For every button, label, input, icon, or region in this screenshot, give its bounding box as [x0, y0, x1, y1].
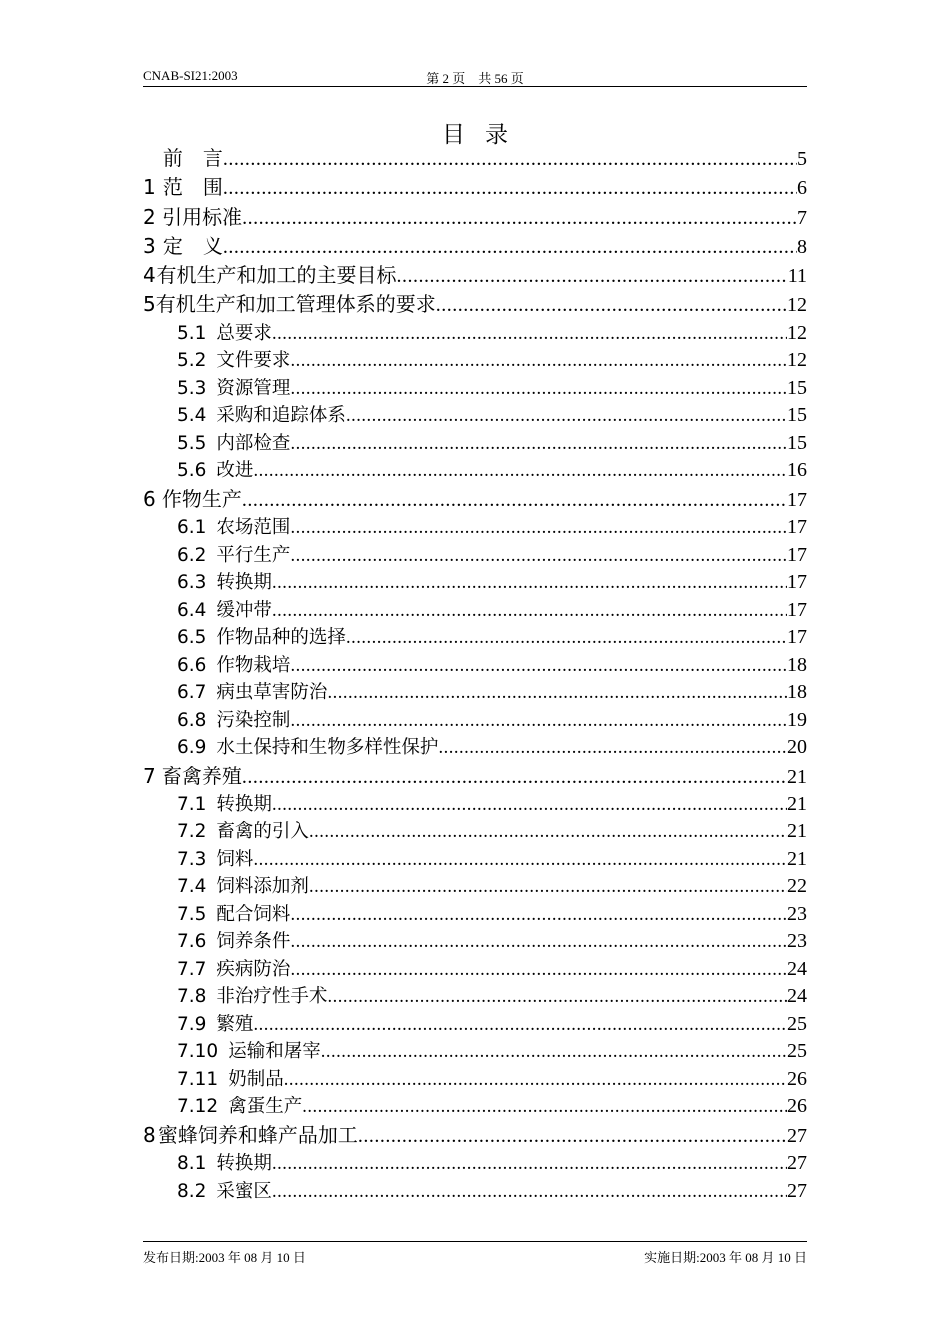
toc-entry[interactable] [143, 1066, 807, 1094]
toc-entry-title: 内部检查 [216, 432, 291, 454]
toc-entry[interactable] [143, 846, 807, 874]
toc-leader-dots [284, 1067, 787, 1094]
toc-leader-dots [327, 680, 787, 707]
toc-leader-dots [272, 1179, 787, 1206]
toc-entry-number: 6.4 [177, 599, 207, 621]
toc-leader-dots [438, 735, 787, 762]
toc-entry-page: 25 [787, 1040, 807, 1063]
toc-leader-dots [346, 403, 787, 430]
toc-entry-number: 7.1 [177, 793, 207, 815]
toc-entry-page: 12 [787, 321, 807, 344]
toc-leader-dots [290, 515, 787, 542]
toc-entry-title: 转换期 [216, 793, 272, 815]
toc-entry-page: 17 [787, 598, 807, 621]
toc-entry[interactable] [143, 514, 807, 542]
toc-entry-number: 6.8 [177, 709, 207, 731]
toc-entry[interactable] [143, 375, 807, 403]
toc-entry-number: 7.7 [177, 958, 207, 980]
toc-entry-number: 6.6 [177, 654, 207, 676]
toc-entry[interactable] [143, 1178, 807, 1206]
toc-entry-title: 农场范围 [216, 517, 291, 539]
toc-entry-title: 蜜蜂饲养和蜂产品加工 [157, 1122, 358, 1147]
toc-entry-page: 22 [787, 875, 807, 898]
toc-leader-dots [290, 957, 787, 984]
toc-leader-dots [272, 570, 787, 597]
toc-entry[interactable] [143, 485, 807, 514]
toc-entry-page: 8 [797, 235, 807, 258]
toc-entry[interactable] [143, 928, 807, 956]
toc-entry-page: 17 [787, 543, 807, 566]
toc-entry[interactable] [143, 734, 807, 762]
toc-entry-title: 畜禽养殖 [161, 763, 242, 788]
toc-entry-title: 转换期 [216, 1153, 272, 1175]
toc-entry-number: 8.1 [177, 1153, 207, 1175]
toc-leader-dots [309, 819, 787, 846]
toc-entry[interactable] [143, 542, 807, 570]
toc-entry-page: 25 [787, 1012, 807, 1035]
toc-entry-page: 23 [787, 902, 807, 925]
toc-entry-page: 18 [787, 653, 807, 676]
toc-leader-dots [397, 262, 788, 290]
toc-entry-page: 24 [787, 985, 807, 1008]
toc-entry-number: 7.11 [177, 1068, 219, 1090]
toc-entry[interactable] [143, 173, 807, 202]
toc-entry-title: 定 义 [162, 233, 223, 258]
toc-leader-dots [290, 543, 787, 570]
toc-entry-title: 采蜜区 [216, 1180, 272, 1202]
toc-entry[interactable] [143, 261, 807, 290]
toc-leader-dots [290, 708, 787, 735]
toc-entry-title: 前 言 [162, 146, 223, 170]
toc-entry-title: 污染控制 [216, 709, 291, 731]
toc-entry[interactable] [143, 679, 807, 707]
toc-leader-dots [223, 233, 797, 261]
toc-leader-dots [253, 847, 787, 874]
toc-entry[interactable] [143, 597, 807, 625]
toc-entry[interactable] [143, 873, 807, 901]
toc-leader-dots [272, 321, 787, 348]
toc-leader-dots [242, 486, 787, 514]
page-info: 第 2 页 共 56 页 [426, 71, 524, 86]
table-of-contents [143, 144, 807, 1205]
toc-entry-title: 水土保持和生物多样性保护 [216, 737, 439, 759]
toc-entry-number: 5.3 [177, 377, 207, 399]
toc-leader-dots [272, 792, 787, 819]
toc-entry-page: 16 [787, 459, 807, 482]
toc-entry-title: 总要求 [216, 322, 272, 344]
toc-entry-number: 7.12 [177, 1096, 219, 1118]
toc-entry-number: 6 [143, 486, 156, 511]
toc-entry[interactable] [143, 624, 807, 652]
toc-entry[interactable] [143, 818, 807, 846]
toc-entry-title: 转换期 [216, 572, 272, 594]
toc-entry[interactable] [143, 290, 807, 319]
toc-entry-number: 3 [143, 233, 156, 258]
toc-entry[interactable] [143, 1150, 807, 1178]
toc-leader-dots [309, 874, 787, 901]
toc-entry[interactable] [143, 569, 807, 597]
toc-entry-title: 饲料 [216, 848, 254, 870]
toc-entry-number: 8.2 [177, 1180, 207, 1202]
toc-entry-number: 7.9 [177, 1013, 207, 1035]
toc-entry-page: 11 [787, 265, 807, 288]
toc-entry-page: 21 [787, 820, 807, 843]
toc-entry[interactable] [143, 1093, 807, 1121]
toc-entry-number: 6.7 [177, 682, 207, 704]
toc-entry-page: 17 [787, 488, 807, 511]
toc-entry-number: 6.9 [177, 737, 207, 759]
toc-entry-number: 6.1 [177, 517, 207, 539]
toc-entry-page: 17 [787, 516, 807, 539]
page-footer [143, 1241, 807, 1265]
toc-entry[interactable] [143, 901, 807, 929]
toc-entry-number: 2 [143, 204, 156, 229]
toc-entry-title: 疾病防治 [216, 958, 291, 980]
toc-entry-page: 17 [787, 571, 807, 594]
toc-entry-title: 采购和追踪体系 [216, 405, 346, 427]
toc-entry[interactable] [143, 457, 807, 485]
toc-leader-dots [327, 984, 787, 1011]
toc-entry[interactable] [143, 347, 807, 375]
toc-leader-dots [253, 458, 787, 485]
toc-entry-number: 6.5 [177, 627, 207, 649]
toc-leader-dots [223, 174, 797, 202]
document-code: CNAB-SI21:2003 [143, 68, 238, 83]
toc-entry-title: 作物生产 [161, 486, 242, 511]
toc-entry-page: 27 [787, 1152, 807, 1175]
toc-leader-dots [346, 625, 787, 652]
toc-entry[interactable] [143, 430, 807, 458]
toc-entry-page: 20 [787, 736, 807, 759]
toc-entry-title: 引用标准 [162, 204, 243, 229]
toc-entry[interactable] [143, 1121, 807, 1150]
toc-leader-dots [290, 348, 787, 375]
toc-entry-page: 18 [787, 681, 807, 704]
toc-entry-page: 21 [787, 847, 807, 870]
toc-entry-page: 23 [787, 930, 807, 953]
toc-entry[interactable] [143, 707, 807, 735]
toc-entry-page: 15 [787, 376, 807, 399]
toc-entry-page: 27 [787, 1124, 807, 1147]
toc-entry-number: 5 [143, 292, 156, 317]
toc-entry-page: 12 [787, 349, 807, 372]
toc-entry-number: 6.3 [177, 572, 207, 594]
toc-entry[interactable] [143, 144, 807, 173]
toc-entry[interactable] [143, 232, 807, 261]
toc-entry-title: 饲料添加剂 [216, 876, 309, 898]
toc-entry-page: 15 [787, 404, 807, 427]
toc-entry[interactable] [143, 320, 807, 348]
toc-entry-number: 5.6 [177, 460, 207, 482]
toc-entry-number: 7 [143, 763, 156, 788]
toc-entry[interactable] [143, 983, 807, 1011]
toc-leader-dots [436, 291, 787, 319]
toc-entry-number: 5.5 [177, 432, 207, 454]
toc-entry-title: 平行生产 [216, 544, 291, 566]
toc-entry[interactable] [143, 203, 807, 232]
toc-entry-title: 有机生产和加工的主要目标 [156, 263, 397, 288]
toc-entry[interactable] [143, 956, 807, 984]
toc-entry-number: 7.2 [177, 821, 207, 843]
toc-entry-page: 21 [787, 792, 807, 815]
toc-entry-page: 24 [787, 957, 807, 980]
toc-entry-title: 作物品种的选择 [216, 627, 346, 649]
toc-entry-page: 26 [787, 1095, 807, 1118]
toc-leader-dots [290, 929, 787, 956]
toc-entry-page: 26 [787, 1067, 807, 1090]
toc-leader-dots [272, 1151, 787, 1178]
toc-leader-dots [290, 376, 787, 403]
toc-entry-number: 7.5 [177, 903, 207, 925]
toc-leader-dots [290, 902, 787, 929]
toc-leader-dots [272, 598, 787, 625]
toc-entry-title: 畜禽的引入 [216, 821, 309, 843]
toc-entry-title: 文件要求 [216, 350, 291, 372]
toc-entry[interactable] [143, 791, 807, 819]
toc-leader-dots [253, 1012, 787, 1039]
toc-leader-dots [321, 1039, 787, 1066]
toc-entry-page: 19 [787, 708, 807, 731]
toc-leader-dots [242, 763, 787, 791]
toc-entry-title: 运输和屠宰 [228, 1041, 321, 1063]
toc-entry[interactable] [143, 652, 807, 680]
toc-entry-number: 7.6 [177, 931, 207, 953]
toc-entry-number: 5.2 [177, 350, 207, 372]
toc-leader-dots [358, 1122, 787, 1150]
toc-leader-dots [302, 1094, 787, 1121]
toc-entry-title: 改进 [216, 460, 254, 482]
toc-entry-page: 27 [787, 1179, 807, 1202]
toc-entry-number: 7.10 [177, 1041, 219, 1063]
toc-entry-title: 范 围 [162, 175, 223, 200]
toc-leader-dots [290, 653, 787, 680]
toc-entry[interactable] [143, 762, 807, 791]
toc-entry-number: 7.8 [177, 986, 207, 1008]
toc-entry-page: 17 [787, 626, 807, 649]
publish-date: 发布日期:2003 年 08 月 10 日 [143, 1250, 306, 1265]
toc-entry[interactable] [143, 1011, 807, 1039]
toc-entry-page: 7 [797, 206, 807, 229]
toc-entry[interactable] [143, 1038, 807, 1066]
toc-entry-title: 非治疗性手术 [216, 986, 328, 1008]
toc-entry-number: 7.4 [177, 876, 207, 898]
effective-date: 实施日期:2003 年 08 月 10 日 [644, 1250, 807, 1265]
toc-entry-page: 12 [787, 294, 807, 317]
toc-entry-title: 病虫草害防治 [216, 682, 328, 704]
toc-entry-number: 4 [143, 263, 156, 288]
toc-entry-title: 奶制品 [228, 1068, 284, 1090]
toc-title: 目录 [442, 122, 528, 148]
toc-entry-title: 饲养条件 [216, 931, 291, 953]
toc-entry-title: 繁殖 [216, 1013, 254, 1035]
toc-entry-number: 5.1 [177, 322, 207, 344]
toc-entry-page: 6 [797, 177, 807, 200]
toc-entry-number: 8 [143, 1122, 156, 1147]
toc-entry-number: 7.3 [177, 848, 207, 870]
toc-leader-dots [223, 145, 797, 173]
toc-entry-page: 21 [787, 765, 807, 788]
toc-entry-title: 有机生产和加工管理体系的要求 [155, 292, 436, 317]
toc-entry-number: 6.2 [177, 544, 207, 566]
toc-leader-dots [242, 204, 797, 232]
toc-entry-number: 1 [143, 175, 156, 200]
toc-entry-page: 15 [787, 431, 807, 454]
toc-entry[interactable] [143, 402, 807, 430]
toc-entry-title: 配合饲料 [216, 903, 291, 925]
page-header [143, 66, 807, 87]
toc-entry-page: 5 [797, 148, 807, 170]
toc-entry-title: 作物栽培 [216, 654, 291, 676]
toc-entry-title: 缓冲带 [216, 599, 272, 621]
toc-entry-title: 禽蛋生产 [228, 1096, 303, 1118]
toc-leader-dots [290, 431, 787, 458]
toc-entry-number: 5.4 [177, 405, 207, 427]
toc-entry-title: 资源管理 [216, 377, 291, 399]
